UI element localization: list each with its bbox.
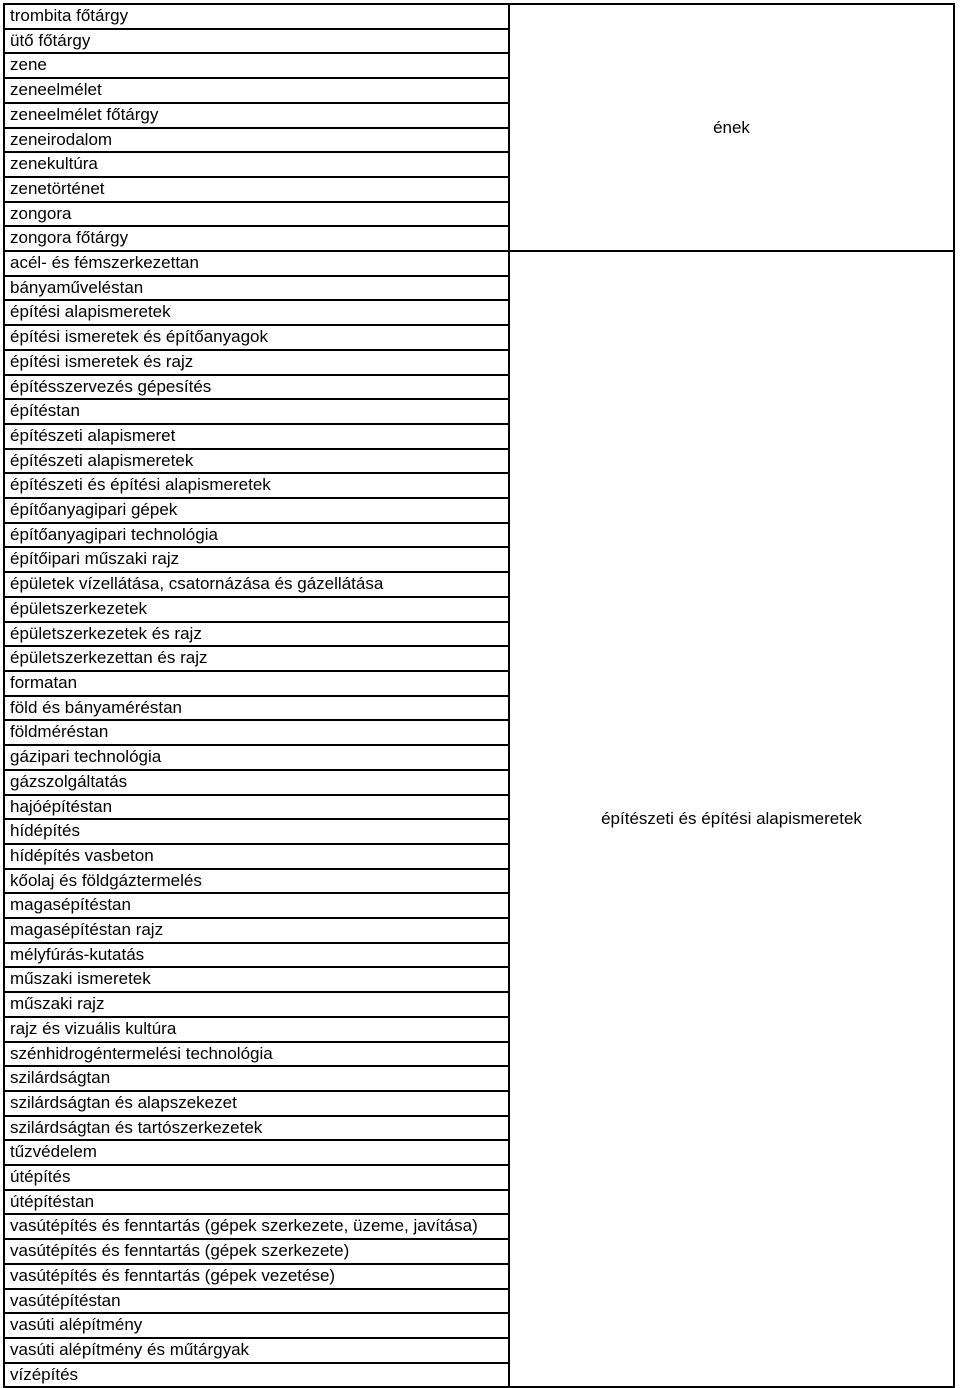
subject-cell: trombita főtárgy xyxy=(4,4,509,29)
subject-cell: építési alapismeretek xyxy=(4,300,509,325)
subject-cell: bányaműveléstan xyxy=(4,276,509,301)
subject-cell: tűzvédelem xyxy=(4,1140,509,1165)
subject-cell: építési ismeretek és rajz xyxy=(4,350,509,375)
subject-cell: szilárdságtan és tartószerkezetek xyxy=(4,1116,509,1141)
subject-cell: műszaki rajz xyxy=(4,992,509,1017)
subject-cell: zeneirodalom xyxy=(4,128,509,153)
subject-cell: szilárdságtan xyxy=(4,1066,509,1091)
table-row xyxy=(4,4,954,29)
subject-cell: szilárdságtan és alapszekezet xyxy=(4,1091,509,1116)
subject-cell: magasépítéstan xyxy=(4,893,509,918)
subject-cell: mélyfúrás-kutatás xyxy=(4,943,509,968)
subject-cell: vasúti alépítmény xyxy=(4,1313,509,1338)
subject-cell: magasépítéstan rajz xyxy=(4,918,509,943)
subject-cell: zene xyxy=(4,53,509,78)
subject-cell: formatan xyxy=(4,671,509,696)
subject-cell: hajóépítéstan xyxy=(4,795,509,820)
subject-cell: vasútépítés és fenntartás (gépek szerkezete, üzeme, javítása) xyxy=(4,1214,509,1239)
subject-cell: vasútépítéstan xyxy=(4,1289,509,1314)
subject-cell: épületszerkezettan és rajz xyxy=(4,646,509,671)
subject-cell: építési ismeretek és építőanyagok xyxy=(4,325,509,350)
subject-cell: épületszerkezetek és rajz xyxy=(4,622,509,647)
subject-cell: építéstan xyxy=(4,399,509,424)
subject-cell: építőanyagipari technológia xyxy=(4,523,509,548)
subject-cell: útépítéstan xyxy=(4,1190,509,1215)
subject-cell: gázipari technológia xyxy=(4,745,509,770)
subject-cell: építészeti alapismeretek xyxy=(4,449,509,474)
subject-cell: zenekultúra xyxy=(4,152,509,177)
subject-cell: építőipari műszaki rajz xyxy=(4,547,509,572)
subject-cell: épületek vízellátása, csatornázása és gázellátása xyxy=(4,572,509,597)
subject-cell: rajz és vizuális kultúra xyxy=(4,1017,509,1042)
subject-cell: építőanyagipari gépek xyxy=(4,498,509,523)
subject-cell: zongora xyxy=(4,202,509,227)
subject-cell: zenetörténet xyxy=(4,177,509,202)
subject-cell: hídépítés vasbeton xyxy=(4,844,509,869)
subject-cell: műszaki ismeretek xyxy=(4,967,509,992)
subject-cell: zongora főtárgy xyxy=(4,226,509,251)
subject-cell: acél- és fémszerkezettan xyxy=(4,251,509,276)
subject-cell: földméréstan xyxy=(4,720,509,745)
subject-cell: építésszervezés gépesítés xyxy=(4,375,509,400)
subject-cell: vasútépítés és fenntartás (gépek vezetése) xyxy=(4,1264,509,1289)
subject-cell: zeneelmélet főtárgy xyxy=(4,103,509,128)
subject-cell: gázszolgáltatás xyxy=(4,770,509,795)
table-row xyxy=(4,251,954,276)
subject-cell: szénhidrogéntermelési technológia xyxy=(4,1042,509,1067)
subject-cell: vasútépítés és fenntartás (gépek szerkezete) xyxy=(4,1239,509,1264)
subject-cell: építészeti alapismeret xyxy=(4,424,509,449)
subject-cell: hídépítés xyxy=(4,819,509,844)
subject-cell: építészeti és építési alapismeretek xyxy=(4,473,509,498)
subject-cell: ütő főtárgy xyxy=(4,29,509,54)
subject-mapping-table xyxy=(3,3,955,1388)
subject-cell: épületszerkezetek xyxy=(4,597,509,622)
subject-cell: föld és bányaméréstan xyxy=(4,696,509,721)
subject-cell: zeneelmélet xyxy=(4,78,509,103)
subject-cell: vízépítés xyxy=(4,1363,509,1388)
subject-cell: vasúti alépítmény és műtárgyak xyxy=(4,1338,509,1363)
category-cell: ének xyxy=(509,4,954,251)
category-cell: építészeti és építési alapismeretek xyxy=(509,251,954,1387)
subject-cell: útépítés xyxy=(4,1165,509,1190)
subject-cell: kőolaj és földgáztermelés xyxy=(4,869,509,894)
